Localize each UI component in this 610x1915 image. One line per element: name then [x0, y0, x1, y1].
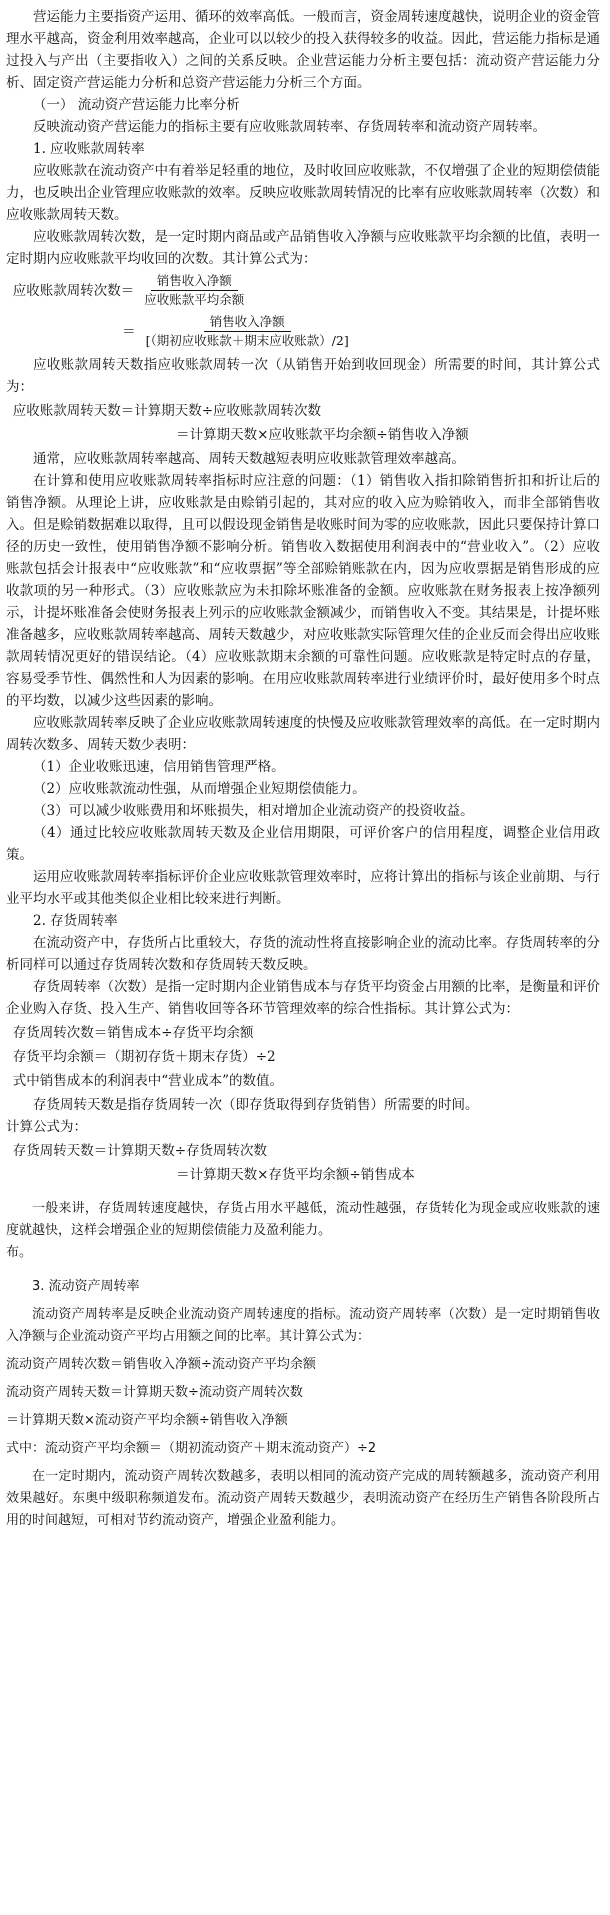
formula-inventory-times: 存货周转次数＝销售成本÷存货平均余额	[12, 1025, 254, 1041]
formula-current-assets-days: 流动资产周转天数＝计算期天数÷流动资产周转次数	[6, 1385, 303, 1400]
inventory-paragraph-1: 在流动资产中，存货所占比重较大，存货的流动性将直接影响企业的流动比率。存货周转率的分析同样可以通过存货周转次数和存货周转天数反映。	[6, 935, 600, 973]
heading-receivables-turnover: 1. 应收账款周转率	[33, 141, 145, 157]
fraction-denominator: [（期初应收账款＋期末应收账款）/2]	[145, 333, 349, 348]
formula-current-assets-days-expanded: ＝计算期天数×流动资产平均余额÷销售收入净额	[6, 1413, 288, 1428]
list-item: （4）通过比较应收账款周转天数及企业信用期限，可评价客户的信用程度，调整企业信用政策。	[6, 825, 600, 863]
list-item: （2）应收账款流动性强，从而增强企业短期偿债能力。	[33, 781, 366, 797]
fraction-denominator: 应收账款平均余额	[144, 292, 245, 307]
list-item: （1）企业收账迅速，信用销售管理严格。	[33, 759, 285, 775]
section-title-current-assets: （一） 流动资产营运能力比率分析	[33, 97, 240, 113]
formula-receivables-days: 应收账款周转天数＝计算期天数÷应收账款周转次数	[12, 403, 322, 419]
receivables-paragraph-7: 运用应收账款周转率指标评价企业应收账款管理效率时，应将计算出的指标与该企业前期、与行业平均水平或其他类似企业相比较来进行判断。	[6, 869, 600, 907]
inventory-paragraph-3: 存货周转天数是指存货周转一次（即存货取得到存货销售）所需要的时间。	[33, 1097, 479, 1113]
fragment-text: 布。	[6, 1245, 33, 1260]
formula-receivables-times-expanded	[6, 313, 600, 350]
section-intro: 反映流动资产营运能力的指标主要有应收账款周转率、存货周转率和流动资产周转率。	[33, 119, 546, 135]
heading-current-assets-turnover: 3. 流动资产周转率	[32, 1279, 140, 1294]
formula-label: 应收账款周转次数＝	[12, 282, 135, 299]
receivables-paragraph-2: 应收账款周转次数，是一定时期内商品或产品销售收入净额与应收账款平均余额的比值，表明一定时期内应收账款平均收回的次数。其计算公式为：	[6, 229, 600, 267]
formula-equals: ＝	[122, 323, 136, 340]
inventory-summary-paragraph: 一般来讲，存货周转速度越快，存货占用水平越低，流动性越强，存货转化为现金或应收账款的速度就越快，这样会增强企业的短期偿债能力及盈利能力。	[6, 1201, 600, 1238]
receivables-paragraph-1: 应收账款在流动资产中有着举足轻重的地位，及时收回应收账款，不仅增强了企业的短期偿债能力，也反映出企业管理应收账款的效率。反映应收账款周转情况的比率有应收账款周转率（次数）和应收账款周转天数。	[6, 163, 600, 223]
formula-inventory-average: 存货平均余额＝（期初存货＋期末存货）÷2	[12, 1049, 276, 1065]
formula-inventory-days: 存货周转天数＝计算期天数÷存货周转次数	[12, 1143, 268, 1159]
formula-current-assets-times: 流动资产周转次数＝销售收入净额÷流动资产平均余额	[6, 1357, 316, 1372]
second-text-block	[6, 1198, 600, 1532]
current-assets-paragraph-2: 在一定时期内，流动资产周转次数越多，表明以相同的流动资产完成的周转额越多，流动资产利用效果越好。东奥中级职称频道发布。流动资产周转天数越少，表明流动资产在经历生产销售各阶段所占用的时间越短，可相对节约流动资产，增强企业盈利能力。	[6, 1469, 600, 1528]
inventory-paragraph-2: 存货周转率（次数）是指一定时期内企业销售成本与存货平均资金占用额的比率，是衡量和评价企业购入存货、投入生产、销售收回等各环节管理效率的综合性指标。其计算公式为：	[6, 979, 600, 1017]
formula-note: 式中销售成本的利润表中“营业成本”的数值。	[12, 1073, 284, 1089]
fraction-numerator: 销售收入净额	[204, 313, 291, 332]
fraction	[138, 272, 250, 309]
receivables-paragraph-5: 在计算和使用应收账款周转率指标时应注意的问题：（1）销售收入指扣除销售折扣和折让后的销售净额。从理论上讲，应收账款是由赊销引起的，其对应的收入应为赊销收入，而非全部销售收入。但是赊销数据难以取得，且可以假设现金销售是收账时间为零的应收账款，因此只要保持计算口径的历史一致性，使用销售净额不影响分析。销售收入数据使用利润表中的“营业收入”。（2）应收账款包括会计报表中“应收账款”和“应收票据”等全部赊销账款在内，因为应收票据是销售形成的应收款项的另一种形式。（3）应收账款应为未扣除坏账准备的金额。应收账款在财务报表上按净额列示，计提坏账准备会使财务报表上列示的应收账款金额减少，而销售收入不变。其结果是，计提坏账准备越多，应收账款周转率越高、周转天数越少，对应收账款实际管理欠佳的企业反而会得出应收账款周转情况更好的错误结论。（4）应收账款期末余额的可靠性问题。应收账款是特定时点的存量，容易受季节性、偶然性和人为因素的影响。在用应收账款周转率进行业绩评价时，最好使用多个时点的平均数，以减少这些因素的影响。	[6, 473, 600, 709]
fraction-numerator: 销售收入净额	[151, 272, 238, 291]
formula-inventory-days-expanded: ＝计算期天数×存货平均余额÷销售成本	[176, 1167, 415, 1183]
current-assets-paragraph-1: 流动资产周转率是反映企业流动资产周转速度的指标。流动资产周转率（次数）是一定时期销售收入净额与企业流动资产平均占用额之间的比率。其计算公式为：	[6, 1307, 600, 1344]
receivables-paragraph-3: 应收账款周转天数指应收账款周转一次（从销售开始到收回现金）所需要的时间，其计算公式为：	[6, 357, 600, 395]
heading-inventory-turnover: 2. 存货周转率	[33, 913, 118, 929]
formula-receivables-days-expanded: ＝计算期天数×应收账款平均余额÷销售收入净额	[176, 427, 469, 443]
inventory-paragraph-4: 计算公式为：	[6, 1119, 87, 1135]
fraction	[140, 313, 355, 350]
formula-current-assets-average: 式中：流动资产平均余额＝（期初流动资产＋期末流动资产）÷2	[6, 1441, 377, 1456]
list-item: （3）可以减少收账费用和坏账损失，相对增加企业流动资产的投资收益。	[33, 803, 474, 819]
intro-paragraph: 营运能力主要指资产运用、循环的效率高低。一般而言，资金周转速度越快，说明企业的资金管理水平越高，资金利用效率越高，企业可以以较少的投入获得较多的收益。因此，营运能力指标是通过投入与产出（主要指收入）之间的关系反映。企业营运能力分析主要包括：流动资产营运能力分析、固定资产营运能力分析和总资产营运能力分析三个方面。	[6, 9, 600, 91]
formula-receivables-times	[6, 272, 600, 309]
receivables-paragraph-6: 应收账款周转率反映了企业应收账款周转速度的快慢及应收账款管理效率的高低。在一定时期内周转次数多、周转天数少表明：	[6, 715, 600, 753]
receivables-paragraph-4: 通常，应收账款周转率越高、周转天数越短表明应收账款管理效率越高。	[33, 451, 465, 467]
